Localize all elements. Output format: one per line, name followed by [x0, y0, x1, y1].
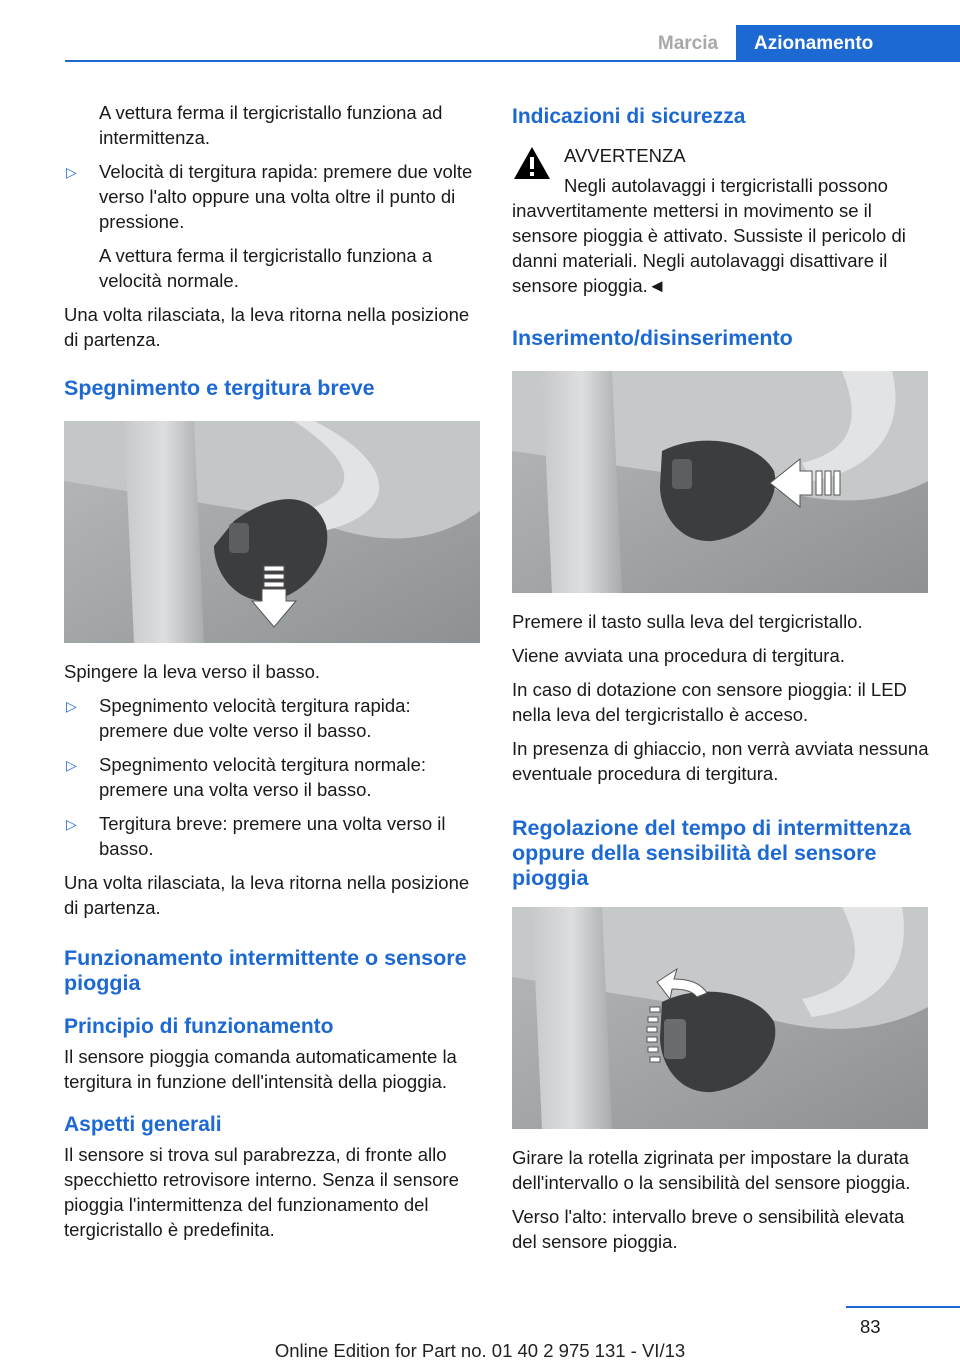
- paragraph-lever-return: Una volta rilasciata, la leva ritorna nella posizione di partenza.: [64, 872, 470, 918]
- caption-push-down: Spingere la leva verso il basso.: [64, 661, 321, 682]
- heading-spegnimento: Spegnimento e tergitura breve: [64, 376, 375, 400]
- heading-inserimento: Inserimento/disinserimento: [512, 326, 793, 350]
- figure-lever-button: [512, 371, 928, 593]
- list-item-text: Spegnimento velocità tergitura normale: premere una volta verso il basso.: [99, 754, 427, 800]
- triangle-bullet-icon: ▷: [66, 164, 77, 180]
- figure-knurled-wheel: [512, 907, 928, 1129]
- warning-triangle-icon: [512, 145, 552, 186]
- list-item-text: Tergitura breve: premere una volta verso il basso.: [99, 813, 446, 859]
- list-item: [64, 811, 482, 861]
- list-item: [64, 752, 482, 802]
- warning-box: [512, 143, 930, 298]
- paragraph-intermittent: A vettura ferma il tergicristallo funziona ad intermittenza.: [99, 102, 443, 148]
- heading-aspetti: Aspetti generali: [64, 1113, 222, 1136]
- triangle-bullet-icon: ▷: [66, 698, 77, 714]
- figure-lever-down: [64, 421, 480, 643]
- paragraph-lever-return: Una volta rilasciata, la leva ritorna nella posizione di partenza.: [64, 304, 470, 350]
- paragraph-premere-tasto: Premere il tasto sulla leva del tergicristallo.: [512, 611, 863, 632]
- paragraph-led: In caso di dotazione con sensore pioggia: il LED nella leva del tergicristallo è acceso.: [512, 679, 907, 725]
- warning-text: Negli autolavaggi i tergicristalli possono inavvertitamente mettersi in movimento se il sensore pioggia è attivato. Sussiste il pericolo di danni materiali. Negli autolavaggi disattivare il sensore pioggia.◄: [512, 175, 906, 296]
- heading-principio: Principio di funzionamento: [64, 1015, 334, 1038]
- heading-funzionamento: Funzionamento intermittente o sensore pioggia: [64, 946, 467, 995]
- tab-azionamento[interactable]: Azionamento: [736, 25, 960, 62]
- footer-rule: [846, 1306, 960, 1308]
- triangle-bullet-icon: ▷: [66, 757, 77, 773]
- heading-sicurezza: Indicazioni di sicurezza: [512, 105, 746, 128]
- paragraph-ghiaccio: In presenza di ghiaccio, non verrà avviata nessuna eventuale procedura di tergitura.: [512, 738, 929, 784]
- paragraph-aspetti: Il sensore si trova sul parabrezza, di fronte allo specchietto retrovisore interno. Senza il sensore pioggia l'intermittenza del funzionamento del tergicristallo è predefinita.: [64, 1144, 459, 1240]
- paragraph-normal-speed: A vettura ferma il tergicristallo funziona a velocità normale.: [99, 245, 433, 291]
- right-column: [512, 100, 930, 1263]
- heading-regolazione: Regolazione del tempo di intermittenza oppure della sensibilità del sensore pioggia: [512, 816, 911, 890]
- footer-edition: Online Edition for Part no. 01 40 2 975 131 - VI/13: [274, 1340, 686, 1361]
- paragraph-principio: Il sensore pioggia comanda automaticamente la tergitura in funzione dell'intensità della pioggia.: [64, 1046, 457, 1092]
- list-item-text: Spegnimento velocità tergitura rapida: premere due volte verso il basso.: [99, 695, 411, 741]
- paragraph-rotella: Girare la rotella zigrinata per impostare la durata dell'intervallo o la sensibilità del sensore pioggia.: [512, 1147, 911, 1193]
- warning-title: AVVERTENZA: [564, 145, 686, 166]
- page-number: 83: [860, 1316, 881, 1337]
- list-item: [64, 693, 482, 743]
- paragraph-verso-alto: Verso l'alto: intervallo breve o sensibilità elevata del sensore pioggia.: [512, 1206, 905, 1252]
- paragraph-procedura: Viene avviata una procedura di tergitura.: [512, 645, 845, 666]
- tab-marcia[interactable]: Marcia: [657, 33, 719, 54]
- triangle-bullet-icon: ▷: [66, 816, 77, 832]
- list-item: [64, 159, 482, 234]
- list-item-text: Velocità di tergitura rapida: premere due volte verso l'alto oppure una volta oltre il punto di pressione.: [99, 161, 473, 232]
- left-column: [64, 100, 482, 1251]
